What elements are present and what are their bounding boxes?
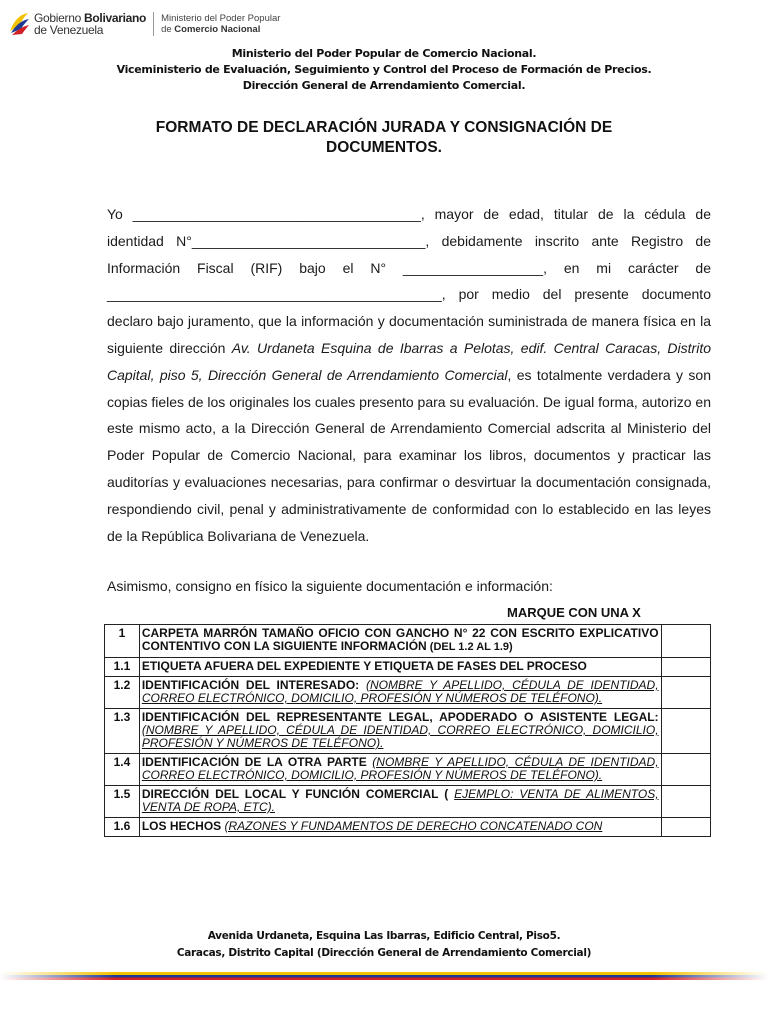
row-description [139,754,661,786]
government-name: Gobierno Bolivariano de Venezuela [34,11,147,37]
row-description [139,818,661,837]
documents-checklist-table [104,624,711,837]
row-description [139,658,661,677]
row-number: 1.3 [105,709,140,754]
row-title: ETIQUETA AFUERA DEL EXPEDIENTE Y ETIQUETA DE FASES DEL PROCESO [141,659,587,673]
declaration-text-1: Yo _____________________________________, mayor de edad, titular de la cédula de identidad N°______________________________, debidamente inscrito ante Registro de Información Fiscal (RIF) bajo el N° __________________, en mi carácter de ___________________________________________, por medio del presente documento declaro bajo juramento, que la información y documentación suministrada de manera física en la siguiente dirección [107,206,711,356]
logo-divider [153,12,154,36]
row-number: 1.5 [105,786,140,818]
row-title: IDENTIFICACIÓN DE LA OTRA PARTE [141,755,367,769]
mark-cell[interactable] [661,786,710,818]
row-number: 1.2 [105,677,140,709]
row-number: 1.1 [105,658,140,677]
row-description [139,786,661,818]
mark-cell[interactable] [661,625,710,658]
table-row [105,786,711,818]
row-description [139,709,661,754]
row-description [139,677,661,709]
mark-cell[interactable] [661,709,710,754]
footer-line-1: Avenida Urdaneta, Esquina Las Ibarras, Edificio Central, Piso5. [207,930,561,942]
table-row [105,658,711,677]
table-row [105,818,711,837]
row-note: (NOMBRE Y APELLIDO, CÉDULA DE IDENTIDAD, CORREO ELECTRÓNICO, DOMICILIO, PROFESIÓN Y NÚMEROS DE TELÉFONO). [141,678,659,705]
row-title: IDENTIFICACIÓN DEL INTERESADO: [141,678,360,692]
row-title: LOS HECHOS [141,819,222,833]
table-row [105,754,711,786]
document-title: FORMATO DE DECLARACIÓN JURADA Y CONSIGNACIÓN DE DOCUMENTOS. [155,119,613,156]
row-number: 1.6 [105,818,140,837]
government-logo [8,8,280,40]
consignment-intro: Asimismo, consigno en físico la siguiente documentación e información: [107,578,553,594]
flag-stripe-decoration [0,972,768,980]
declaration-body [107,201,711,549]
letterhead-line-1: Ministerio del Poder Popular de Comercio Nacional. [231,47,537,60]
row-range: (DEL 1.2 AL 1.9) [426,641,513,653]
mark-cell[interactable] [661,818,710,837]
row-note: EJEMPLO: VENTA DE ALIMENTOS, VENTA DE ROPA, ETC). [141,787,659,814]
row-note: (RAZONES Y FUNDAMENTOS DE DERECHO CONCATENADO CON [224,819,603,833]
table-row [105,625,711,658]
declaration-text-2: , es totalmente verdadera y son copias fieles de los originales los cuales presento para su evaluación. De igual forma, autorizo en este mismo acto, a la Dirección General de Arrendamiento Comercial adscrita al Ministerio del Poder Popular de Comercio Nacional, para examinar los libros, documentos y practicar las auditorías y evaluaciones necesarias, para confirmar o desvirtuar la documentación consignada, respondiendo civil, penal y administrativamente de conformidad con lo establecido en las leyes de la República Bolivariana de Venezuela. [107,366,712,544]
letterhead-line-2: Viceministerio de Evaluación, Seguimiento y Control del Proceso de Formación de Precios. [116,63,652,76]
declaration-paragraph [107,201,711,549]
page-footer [0,928,768,962]
table-row [105,677,711,709]
row-note: (NOMBRE Y APELLIDO, CÉDULA DE IDENTIDAD, CORREO ELECTRÓNICO, DOMICILIO, PROFESIÓN Y NÚMEROS DE TELÉFONO). [141,755,659,782]
mark-cell[interactable] [661,677,710,709]
row-title: CARPETA MARRÓN TAMAÑO OFICIO CON GANCHO N° 22 CON ESCRITO EXPLICATIVO CONTENTIVO CON LA SIGUIENTE INFORMACIÓN [141,626,659,653]
flag-emblem-icon [8,11,30,37]
mark-cell[interactable] [661,754,710,786]
ministry-name: Ministerio del Poder Popular de Comercio Nacional [161,13,281,35]
row-number: 1 [105,625,140,658]
row-description [139,625,661,658]
row-title: DIRECCIÓN DEL LOCAL Y FUNCIÓN COMERCIAL ( [141,787,449,801]
letterhead [0,46,768,94]
footer-line-2: Caracas, Distrito Capital (Dirección General de Arrendamiento Comercial) [176,947,592,959]
table-row [105,709,711,754]
row-note: (NOMBRE Y APELLIDO, CÉDULA DE IDENTIDAD, CORREO ELECTRÓNICO, DOMICILIO, PROFESIÓN Y NÚMEROS DE TELÉFONO). [141,723,659,750]
declaration-address: Av. Urdaneta Esquina de Ibarras a Pelotas, edif. Central Caracas, Distrito Capital, piso 5, Dirección General de Arrendamiento Comercial [107,339,711,383]
letterhead-line-3: Dirección General de Arrendamiento Comercial. [242,79,526,92]
row-number: 1.4 [105,754,140,786]
row-title: IDENTIFICACIÓN DEL REPRESENTANTE LEGAL, APODERADO O ASISTENTE LEGAL: [141,710,659,724]
mark-with-x-label: MARQUE CON UNA X [507,605,641,620]
mark-cell[interactable] [661,658,710,677]
